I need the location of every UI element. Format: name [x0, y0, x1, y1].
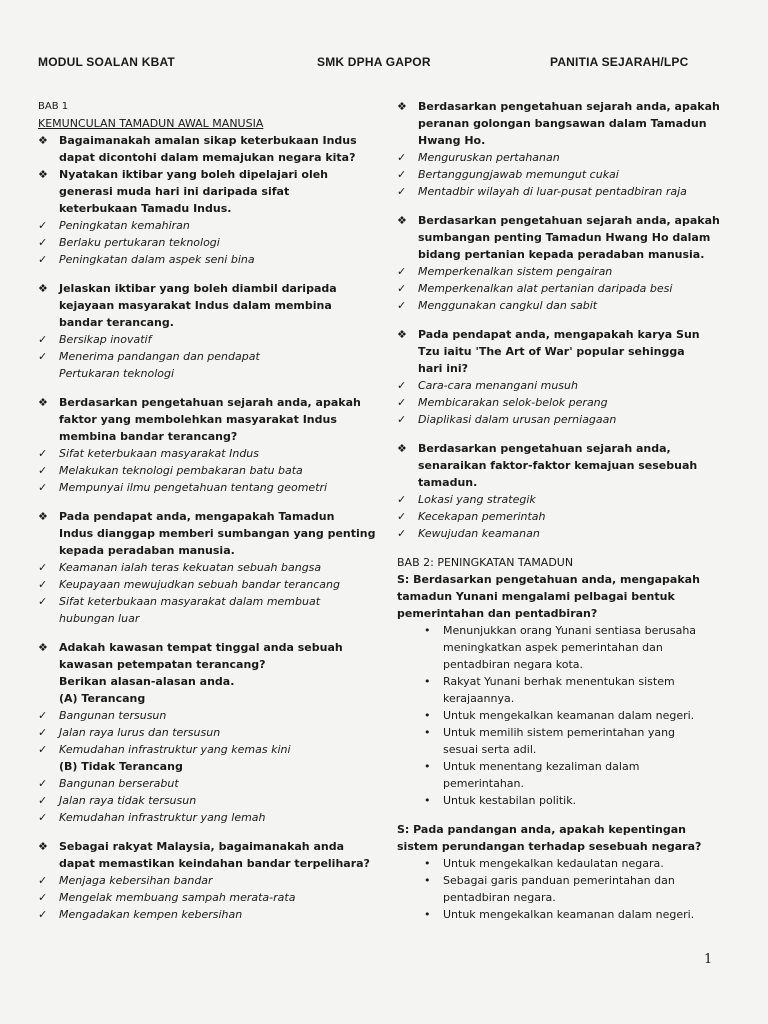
list-item-line: pentadbiran negara.: [443, 891, 556, 904]
list-item-line: sesuai serta adil.: [443, 743, 537, 756]
check-icon: ✓: [38, 464, 48, 477]
question: ❖ Bagaimanakah amalan sikap keterbukaan Indus: [38, 134, 357, 147]
chapter-2-title: BAB 2: PENINGKATAN TAMADUN: [397, 556, 574, 569]
check-icon: ✓: [38, 350, 48, 363]
check-icon: ✓: [38, 811, 48, 824]
check-icon: ✓: [38, 709, 48, 722]
check-icon: ✓: [38, 447, 48, 460]
diamond-icon: ❖: [397, 328, 407, 341]
question-line: pemerintahan dan pentadbiran?: [397, 607, 598, 620]
answer: Pertukaran teknologi: [59, 367, 175, 380]
check-icon: ✓: [397, 185, 407, 198]
option-label: (A) Terancang: [59, 692, 146, 705]
bullet-icon: •: [424, 857, 431, 870]
question: ❖ Pada pendapat anda, mengapakah Tamadun: [38, 510, 335, 523]
question-line: bidang pertanian kepada peradaban manusia.: [418, 248, 705, 261]
list-item: • Rakyat Yunani berhak menentukan sistem: [424, 675, 675, 688]
bullet-icon: •: [424, 726, 431, 739]
question-line: faktor yang membolehkan masyarakat Indus: [59, 413, 337, 426]
answer: ✓ Mempunyai ilmu pengetahuan tentang geometri: [38, 481, 328, 494]
question: S: Pada pandangan anda, apakah kepentingan: [397, 823, 686, 836]
bullet-icon: •: [424, 624, 431, 637]
check-icon: ✓: [38, 219, 48, 232]
list-item-line: pemerintahan.: [443, 777, 525, 790]
bullet-icon: •: [424, 908, 431, 921]
question-line: keterbukaan Tamadu Indus.: [59, 202, 232, 215]
answer: ✓ Peningkatan kemahiran: [38, 219, 190, 232]
check-icon: ✓: [38, 777, 48, 790]
question: ❖ Nyatakan iktibar yang boleh dipelajari oleh: [38, 168, 329, 181]
question-line: kejayaan masyarakat Indus dalam membina: [59, 299, 332, 312]
answer: ✓ Kewujudan keamanan: [397, 527, 540, 540]
check-icon: ✓: [38, 253, 48, 266]
bullet-icon: •: [424, 675, 431, 688]
page-number: 1: [704, 952, 713, 967]
answer: ✓ Bertanggungjawab memungut cukai: [397, 168, 619, 181]
check-icon: ✓: [38, 595, 48, 608]
answer: ✓ Mengelak membuang sampah merata-rata: [38, 891, 296, 904]
check-icon: ✓: [397, 396, 407, 409]
check-icon: ✓: [38, 236, 48, 249]
answer: ✓ Diaplikasi dalam urusan perniagaan: [397, 413, 617, 426]
list-item: • Untuk menentang kezaliman dalam: [424, 760, 640, 773]
bullet-icon: •: [424, 874, 431, 887]
option-label: (B) Tidak Terancang: [59, 760, 183, 773]
answer: ✓ Sifat keterbukaan masyarakat dalam membuat: [38, 595, 321, 608]
question-line: Tzu iaitu 'The Art of War' popular sehingga: [418, 345, 685, 358]
check-icon: ✓: [38, 891, 48, 904]
list-item: • Untuk mengekalkan keamanan dalam negeri.: [424, 709, 695, 722]
answer: ✓ Kemudahan infrastruktur yang kemas kini: [38, 743, 291, 756]
check-icon: ✓: [38, 561, 48, 574]
check-icon: ✓: [397, 527, 407, 540]
check-icon: ✓: [397, 168, 407, 181]
check-icon: ✓: [38, 333, 48, 346]
check-icon: ✓: [38, 794, 48, 807]
question: ❖ Berdasarkan pengetahuan sejarah anda, apakah: [397, 214, 720, 227]
question: ❖ Berdasarkan pengetahuan sejarah anda, apakah: [38, 396, 361, 409]
question-line: tamadun Yunani mengalami pelbagai bentuk: [397, 590, 675, 603]
question-line: hari ini?: [418, 362, 469, 375]
question-line: sumbangan penting Tamadun Hwang Ho dalam: [418, 231, 711, 244]
diamond-icon: ❖: [38, 396, 48, 409]
answer: ✓ Menguruskan pertahanan: [397, 151, 560, 164]
answer: ✓ Memperkenalkan sistem pengairan: [397, 265, 613, 278]
question-line: Hwang Ho.: [418, 134, 486, 147]
diamond-icon: ❖: [38, 510, 48, 523]
diamond-icon: ❖: [397, 442, 407, 455]
answer: ✓ Menjaga kebersihan bandar: [38, 874, 213, 887]
question-line: tamadun.: [418, 476, 478, 489]
question-line: senaraikan faktor-faktor kemajuan sesebuah: [418, 459, 698, 472]
check-icon: ✓: [38, 743, 48, 756]
chapter-label: BAB 1: [38, 101, 69, 112]
question-line: kawasan petempatan terancang?: [59, 658, 266, 671]
answer: ✓ Mengadakan kempen kebersihan: [38, 908, 243, 921]
header-committee: PANITIA SEJARAH/LPC: [550, 55, 689, 69]
right-column: [397, 98, 742, 923]
question: ❖ Pada pendapat anda, mengapakah karya Sun: [397, 328, 700, 341]
diamond-icon: ❖: [397, 214, 407, 227]
check-icon: ✓: [38, 481, 48, 494]
question: ❖ Adakah kawasan tempat tinggal anda sebuah: [38, 641, 343, 654]
check-icon: ✓: [397, 265, 407, 278]
answer: ✓ Membicarakan selok-belok perang: [397, 396, 608, 409]
diamond-icon: ❖: [38, 282, 48, 295]
answer: ✓ Cara-cara menangani musuh: [397, 379, 578, 392]
list-item: • Untuk mengekalkan kedaulatan negara.: [424, 857, 664, 870]
check-icon: ✓: [397, 493, 407, 506]
question-line: Berikan alasan-alasan anda.: [59, 675, 235, 688]
question-line: peranan golongan bangsawan dalam Tamadun: [418, 117, 707, 130]
answer: ✓ Jalan raya lurus dan tersusun: [38, 726, 221, 739]
check-icon: ✓: [397, 413, 407, 426]
diamond-icon: ❖: [38, 840, 48, 853]
answer: ✓ Bangunan berserabut: [38, 777, 179, 790]
answer: ✓ Jalan raya tidak tersusun: [38, 794, 197, 807]
answer: ✓ Berlaku pertukaran teknologi: [38, 236, 220, 249]
list-item: • Untuk memilih sistem pemerintahan yang: [424, 726, 676, 739]
question-line: dapat memastikan keindahan bandar terpelihara?: [59, 857, 370, 870]
question: S: Berdasarkan pengetahuan anda, mengapakah: [397, 573, 700, 586]
question-line: bandar terancang.: [59, 316, 174, 329]
question-line: dapat dicontohi dalam memajukan negara kita?: [59, 151, 356, 164]
answer: ✓ Memperkenalkan alat pertanian daripada besi: [397, 282, 673, 295]
check-icon: ✓: [397, 379, 407, 392]
list-item-line: meningkatkan aspek pemerintahan dan: [443, 641, 663, 654]
question: ❖ Berdasarkan pengetahuan sejarah anda,: [397, 442, 671, 455]
bullet-icon: •: [424, 760, 431, 773]
question-line: kepada peradaban manusia.: [59, 544, 235, 557]
chapter-title: KEMUNCULAN TAMADUN AWAL MANUSIA: [38, 117, 264, 130]
answer: ✓ Sifat keterbukaan masyarakat Indus: [38, 447, 259, 460]
list-item: • Untuk kestabilan politik.: [424, 794, 577, 807]
answer: ✓ Menerima pandangan dan pendapat: [38, 350, 260, 363]
list-item-line: kerajaannya.: [443, 692, 515, 705]
bullet-icon: •: [424, 794, 431, 807]
answer: ✓ Keupayaan mewujudkan sebuah bandar terancang: [38, 578, 340, 591]
answer-line: hubungan luar: [59, 612, 140, 625]
answer: ✓ Mentadbir wilayah di luar-pusat pentadbiran raja: [397, 185, 687, 198]
check-icon: ✓: [38, 726, 48, 739]
answer: ✓ Melakukan teknologi pembakaran batu bata: [38, 464, 303, 477]
list-item: • Sebagai garis panduan pemerintahan dan: [424, 874, 675, 887]
header-module-title: MODUL SOALAN KBAT: [38, 55, 175, 69]
question: ❖ Jelaskan iktibar yang boleh diambil daripada: [38, 282, 337, 295]
answer: ✓ Kecekapan pemerintah: [397, 510, 546, 523]
answer: ✓ Lokasi yang strategik: [397, 493, 536, 506]
answer: ✓ Bersikap inovatif: [38, 333, 152, 346]
list-item: • Untuk mengekalkan keamanan dalam negeri.: [424, 908, 695, 921]
question-line: sistem perundangan terhadap sesebuah negara?: [397, 840, 702, 853]
answer: ✓ Keamanan ialah teras kekuatan sebuah bangsa: [38, 561, 322, 574]
diamond-icon: ❖: [38, 641, 48, 654]
diamond-icon: ❖: [38, 168, 48, 181]
check-icon: ✓: [397, 299, 407, 312]
answer: ✓ Menggunakan cangkul dan sabit: [397, 299, 598, 312]
left-column: [38, 98, 376, 923]
check-icon: ✓: [38, 908, 48, 921]
bullet-icon: •: [424, 709, 431, 722]
header-school-name: SMK DPHA GAPOR: [317, 55, 431, 69]
answer: ✓ Peningkatan dalam aspek seni bina: [38, 253, 255, 266]
question: ❖ Sebagai rakyat Malaysia, bagaimanakah anda: [38, 840, 345, 853]
check-icon: ✓: [38, 874, 48, 887]
list-item: • Menunjukkan orang Yunani sentiasa berusaha: [424, 624, 697, 637]
question-line: Indus dianggap memberi sumbangan yang penting: [59, 527, 376, 540]
answer: ✓ Kemudahan infrastruktur yang lemah: [38, 811, 266, 824]
question-line: membina bandar terancang?: [59, 430, 238, 443]
list-item-line: pentadbiran negara kota.: [443, 658, 584, 671]
check-icon: ✓: [397, 510, 407, 523]
answer: ✓ Bangunan tersusun: [38, 709, 167, 722]
check-icon: ✓: [38, 578, 48, 591]
diamond-icon: ❖: [38, 134, 48, 147]
check-icon: ✓: [397, 282, 407, 295]
question-line: generasi muda hari ini daripada sifat: [59, 185, 290, 198]
diamond-icon: ❖: [397, 100, 407, 113]
question: ❖ Berdasarkan pengetahuan sejarah anda, apakah: [397, 100, 720, 113]
check-icon: ✓: [397, 151, 407, 164]
